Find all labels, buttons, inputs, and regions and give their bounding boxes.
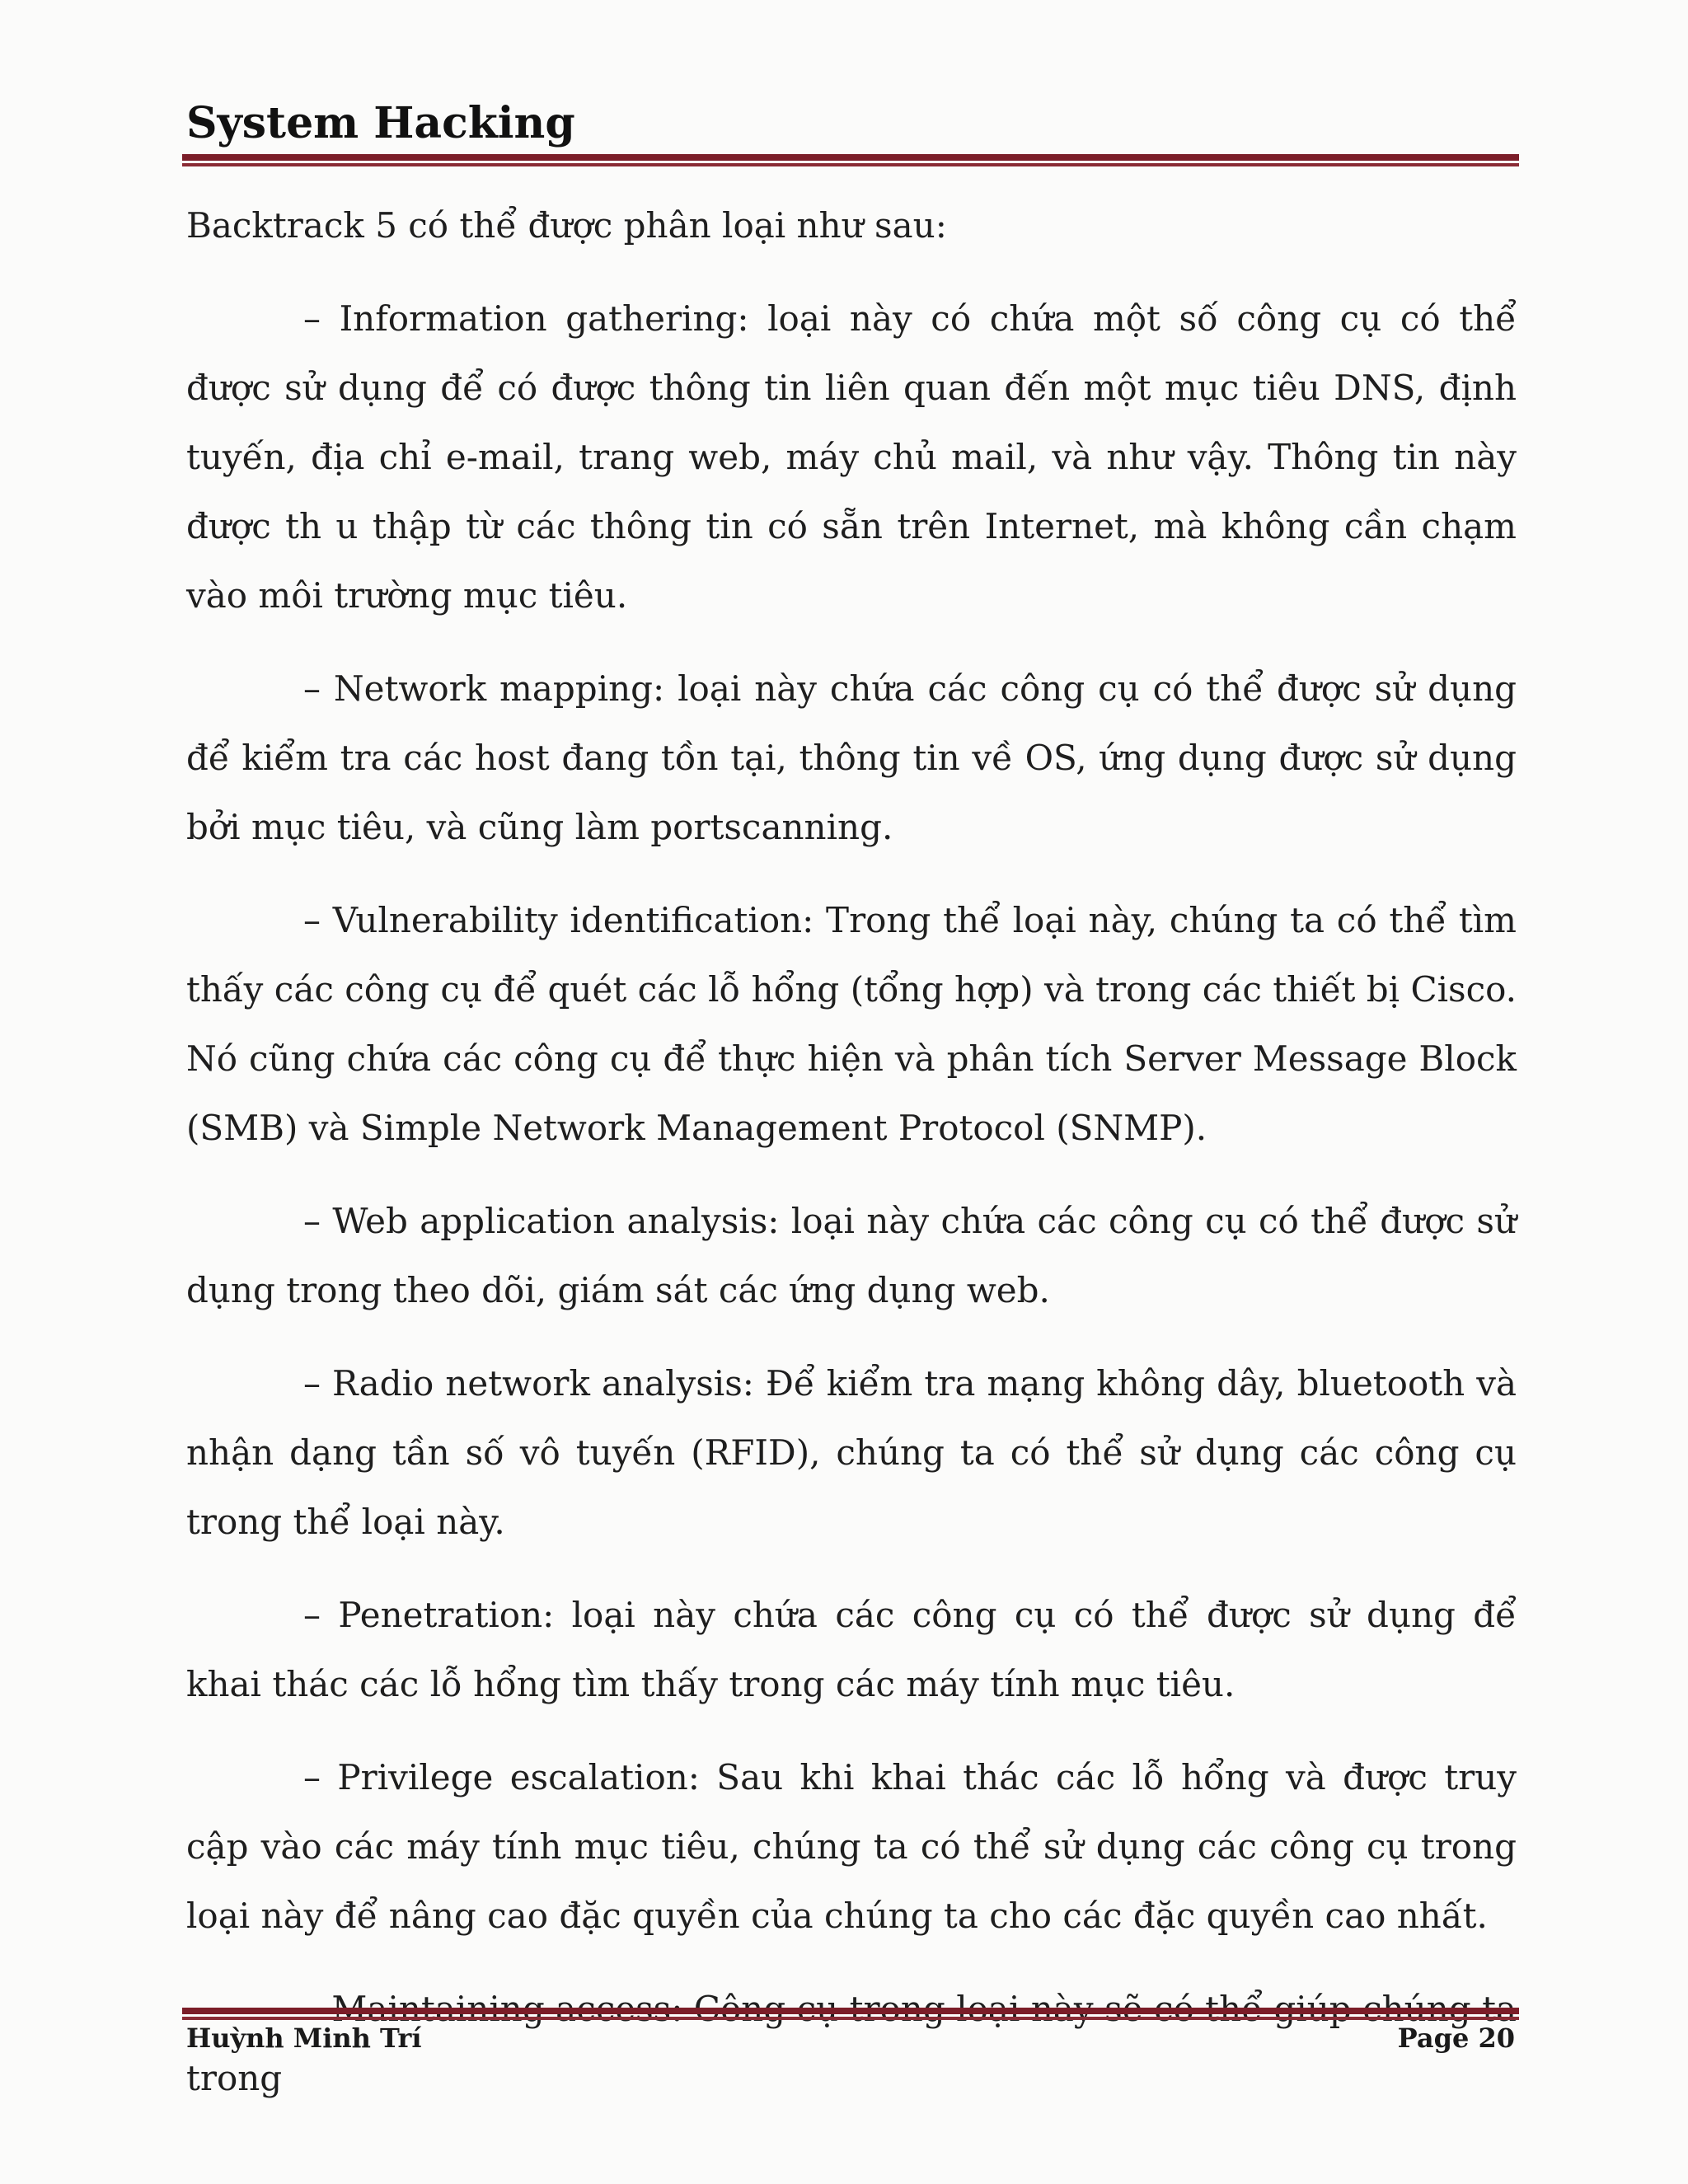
page-title: System Hacking (186, 98, 575, 148)
paragraph-penetration: – Penetration: loại này chứa các công cụ có thể được sử dụng để khai thác các lỗ hổng tìm thấy trong các máy tính mục tiêu. (186, 1595, 1517, 1704)
paragraph-information-gathering: – Information gathering: loại này có chứa một số công cụ có thể được sử dụng để có được thông tin liên quan đến một mục tiêu DNS, định tuyến, địa chỉ e-mail, trang web, máy chủ mail, và như vậy. Thông tin này được th u thập từ các thông tin có sẵn trên Internet, mà không cần chạm vào môi trường mục tiêu. (186, 298, 1517, 616)
intro-paragraph: Backtrack 5 có thể được phân loại như sau: (186, 205, 947, 246)
paragraph-network-mapping: – Network mapping: loại này chứa các công cụ có thể được sử dụng để kiểm tra các host đang tồn tại, thông tin về OS, ứng dụng được sử dụng bởi mục tiêu, và cũng làm portscanning. (186, 668, 1517, 847)
paragraph-radio-network-analysis: – Radio network analysis: Để kiểm tra mạng không dây, bluetooth và nhận dạng tần số vô tuyến (RFID), chúng ta có thể sử dụng các công cụ trong thể loại này. (186, 1363, 1517, 1542)
footer-author: Huỳnh Minh Trí (186, 2022, 422, 2054)
header-divider (182, 154, 1519, 166)
footer-divider (182, 2008, 1519, 2020)
paragraph-privilege-escalation: – Privilege escalation: Sau khi khai thác các lỗ hổng và được truy cập vào các máy tính mục tiêu, chúng ta có thể sử dụng các công cụ trong loại này để nâng cao đặc quyền của chúng ta cho các đặc quyền cao nhất. (186, 1757, 1517, 1936)
paragraph-maintaining-access: trong (186, 2058, 283, 2098)
page-number: Page 20 (1397, 2022, 1515, 2054)
document-body (186, 191, 1517, 2137)
paragraph-web-application-analysis: – Web application analysis: loại này chứa các công cụ có thể được sử dụng trong theo dõi, giám sát các ứng dụng web. (186, 1201, 1517, 1310)
paragraph-vulnerability-identification: – Vulnerability identification: Trong thể loại này, chúng ta có thể tìm thấy các công cụ để quét các lỗ hổng (tổng hợp) và trong các thiết bị Cisco. Nó cũng chứa các công cụ để thực hiện và phân tích Server Message Block (SMB) và Simple Network Management Protocol (SNMP). (186, 900, 1517, 1148)
